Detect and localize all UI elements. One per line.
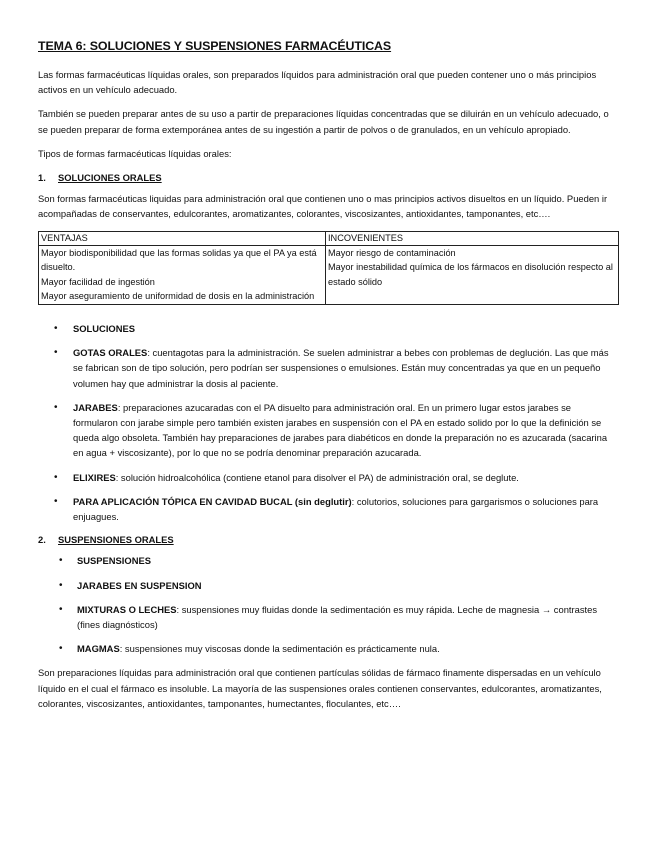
header-inconvenientes: INCOVENIENTES [326,231,619,245]
ventaja-item: Mayor aseguramiento de uniformidad de dosis en la administración [41,291,315,302]
section-1-title: SOLUCIONES ORALES [58,172,162,184]
section-1-number: 1. [38,172,46,184]
list-item-text: : preparaciones azucaradas con el PA disuelto para administración oral. En un primero lugar estos jarabes se formularon con jarabe simple pero también existen jarabes en suspensión con el PA en estado solido por lo que la definición se queda algo obsoleta. También hay preparaciones de jarabes para diabéticos en donde la preparación no es azucarada (sacarina en agua + viscosizante), por lo que no se podría denominar preparación azucarada. [73,401,608,459]
list-item-text: : solución hidroalcohólica (contiene etanol para disolver el PA) de administración oral, se deglute. [115,471,519,483]
header-ventajas: VENTAJAS [39,231,326,245]
list-item-term: MAGMAS [77,643,120,655]
section-2-number: 2. [38,534,46,546]
ventaja-item: Mayor biodisponibilidad que las formas solidas ya que el PA ya está disuelto. [41,247,317,273]
list-item [38,578,618,593]
table-header-row [39,231,619,245]
inconveniente-item: Mayor riesgo de contaminación [328,247,456,258]
list-item-term: SUSPENSIONES [77,555,151,567]
list-item [38,400,618,461]
intro-paragraph-3: Tipos de formas farmacéuticas líquidas orales: [38,147,232,159]
advantages-table [38,231,619,305]
list-item [38,494,618,524]
list-item-text: : suspensiones muy viscosas donde la sedimentación es prácticamente nula. [119,643,440,655]
bullet-icon: • [59,643,63,655]
closing-paragraph: Son preparaciones líquidas para administración oral que contienen partículas sólidas de fármaco finamente dispersadas en un vehículo líquido en el cual el fármaco es insoluble. La mayoría de las suspensiones orales contienen conservantes, edulcorantes, aromatizantes, colorantes, viscosizantes, antioxidantes, tamponantes, humectantes, floculantes, etc…. [38,667,602,709]
ventaja-item: Mayor facilidad de ingestión [41,276,155,287]
document-title: TEMA 6: SOLUCIONES Y SUSPENSIONES FARMACÉUTICAS [38,39,392,53]
list-item-text: : suspensiones muy fluidas donde la sedimentación es muy rápida. Leche de magnesia → contrastes (fines diagnósticos) [77,603,598,631]
ventajas-cell [39,245,326,304]
bullet-icon: • [54,495,58,507]
section-2-heading [38,532,618,547]
intro-paragraph-2: También se pueden preparar antes de su uso a partir de preparaciones líquidas concentradas que se diluirán en un vehículo adecuado, o se pueden preparar de forma extemporánea antes de su ingestión a partir de polvos o de granulados, en un vehículo apropiado. [38,108,609,135]
inconvenientes-cell [326,245,619,304]
list-item [38,321,618,336]
list-item [38,553,618,568]
intro-paragraph-1: Las formas farmacéuticas líquidas orales, son preparados líquidos para administración oral que pueden contener uno o más principios activos en un vehículo adecuado. [38,69,597,96]
suspensions-list [38,553,618,656]
list-item-term: PARA APLICACIÓN TÓPICA EN CAVIDAD BUCAL (sin deglutir) [73,495,352,507]
section-1-description: Son formas farmacéuticas liquidas para administración oral que contienen uno o mas principios activos disueltos en un líquido. Pueden ir acompañadas de conservantes, edulcorantes, aromatizantes, colorantes, viscosizantes, antioxidantes, tamponantes, etc…. [38,193,608,220]
list-item [38,602,618,632]
bullet-icon: • [54,401,58,413]
list-item-term: SOLUCIONES [73,323,135,334]
list-item-term: GOTAS ORALES [73,347,148,359]
list-item-term: JARABES [73,401,118,413]
table-row [39,245,619,304]
list-item-text: : cuentagotas para la administración. Se suelen administrar a bebes con problemas de deglución. Las que más se fabrican son de tipo solución, pero podrían ser suspensiones o emulsiones. Están muy concentradas ya que en un pequeño volumen hay que administrar la dosis al paciente. [73,347,609,389]
solutions-list [38,321,618,524]
bullet-icon: • [54,323,58,334]
bullet-icon: • [59,555,63,567]
list-item [38,345,618,391]
list-item-term: ELIXIRES [73,471,116,483]
inconveniente-item: Mayor inestabilidad química de los fármacos en disolución respecto al estado sólido [328,262,613,287]
document-page [38,38,618,720]
list-item-term: JARABES EN SUSPENSION [77,579,202,591]
bullet-icon: • [54,347,58,359]
bullet-icon: • [54,471,58,483]
bullet-icon: • [59,579,63,591]
list-item [38,470,618,485]
section-2-title: SUSPENSIONES ORALES [58,534,174,546]
list-item-text: : colutorios, soluciones para gargarismos o soluciones para enjuagues. [73,495,599,523]
bullet-icon: • [59,603,63,615]
list-item-term: MIXTURAS O LECHES [77,603,177,615]
section-1-heading [38,170,618,185]
list-item [38,641,618,656]
